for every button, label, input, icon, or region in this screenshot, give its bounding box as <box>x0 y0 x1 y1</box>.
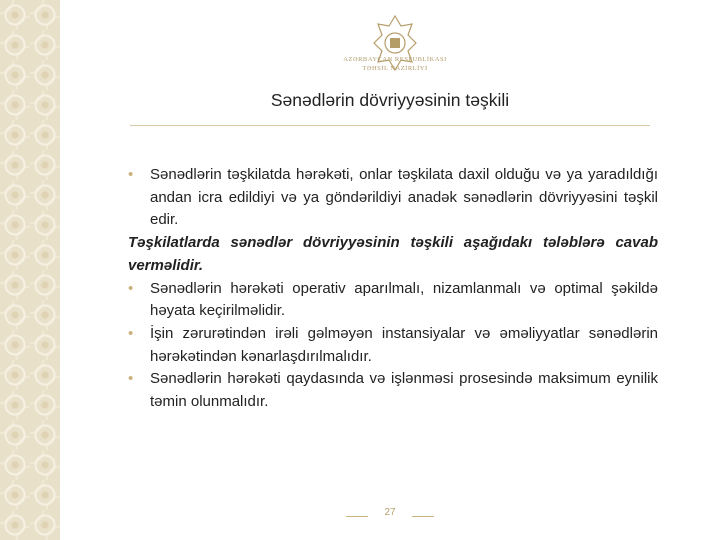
footer-line-right <box>412 516 434 517</box>
bullet-item <box>128 368 658 413</box>
bullet-text: Sənədlərin təşkilatda hərəkəti, onlar təşkilata daxil olduğu və ya yaradıldığı andan icra edildiyi və ya göndərildiyi anadək sənədlərin dövriyyəsini təşkil edir. <box>150 166 658 229</box>
page-number: 27 <box>384 507 396 518</box>
logo-caption-line2: TƏHSİL NAZİRLİYİ <box>362 65 428 72</box>
bullet-dot-icon: • <box>128 370 134 388</box>
bullet-text: Sənədlərin hərəkəti qaydasında və işlənməsi prosesində maksimum eynilik təmin olunmalıdır. <box>150 370 658 411</box>
decorative-border-strip <box>0 0 60 540</box>
bullet-dot-icon: • <box>128 279 134 297</box>
footer-line-left <box>346 516 368 517</box>
title-divider <box>130 125 650 126</box>
bullet-dot-icon: • <box>128 324 134 342</box>
slide-title: Sənədlərin dövriyyəsinin təşkili <box>270 90 510 110</box>
slide-body <box>128 164 658 414</box>
bullet-item <box>128 278 658 323</box>
bullet-item <box>128 323 658 368</box>
emphasis-text: Təşkilatlarda sənədlər dövriyyəsinin təşkili aşağıdakı tələblərə cavab verməlidir. <box>128 234 658 274</box>
bullet-text: Sənədlərin hərəkəti operativ aparılmalı, nizamlanmalı və optimal şəkildə həyata keçirilməlidir. <box>150 279 658 320</box>
bullet-item <box>128 164 658 232</box>
bullet-dot-icon: • <box>128 166 134 183</box>
logo-caption-line1: AZƏRBAYCAN RESPUBLİKASI <box>343 56 447 63</box>
bullet-text: İşin zərurətindən irəli gəlməyən instansiyalar və əməliyyatlar sənədlərin hərəkətindən kənarlaşdırılmalıdır. <box>150 324 658 365</box>
